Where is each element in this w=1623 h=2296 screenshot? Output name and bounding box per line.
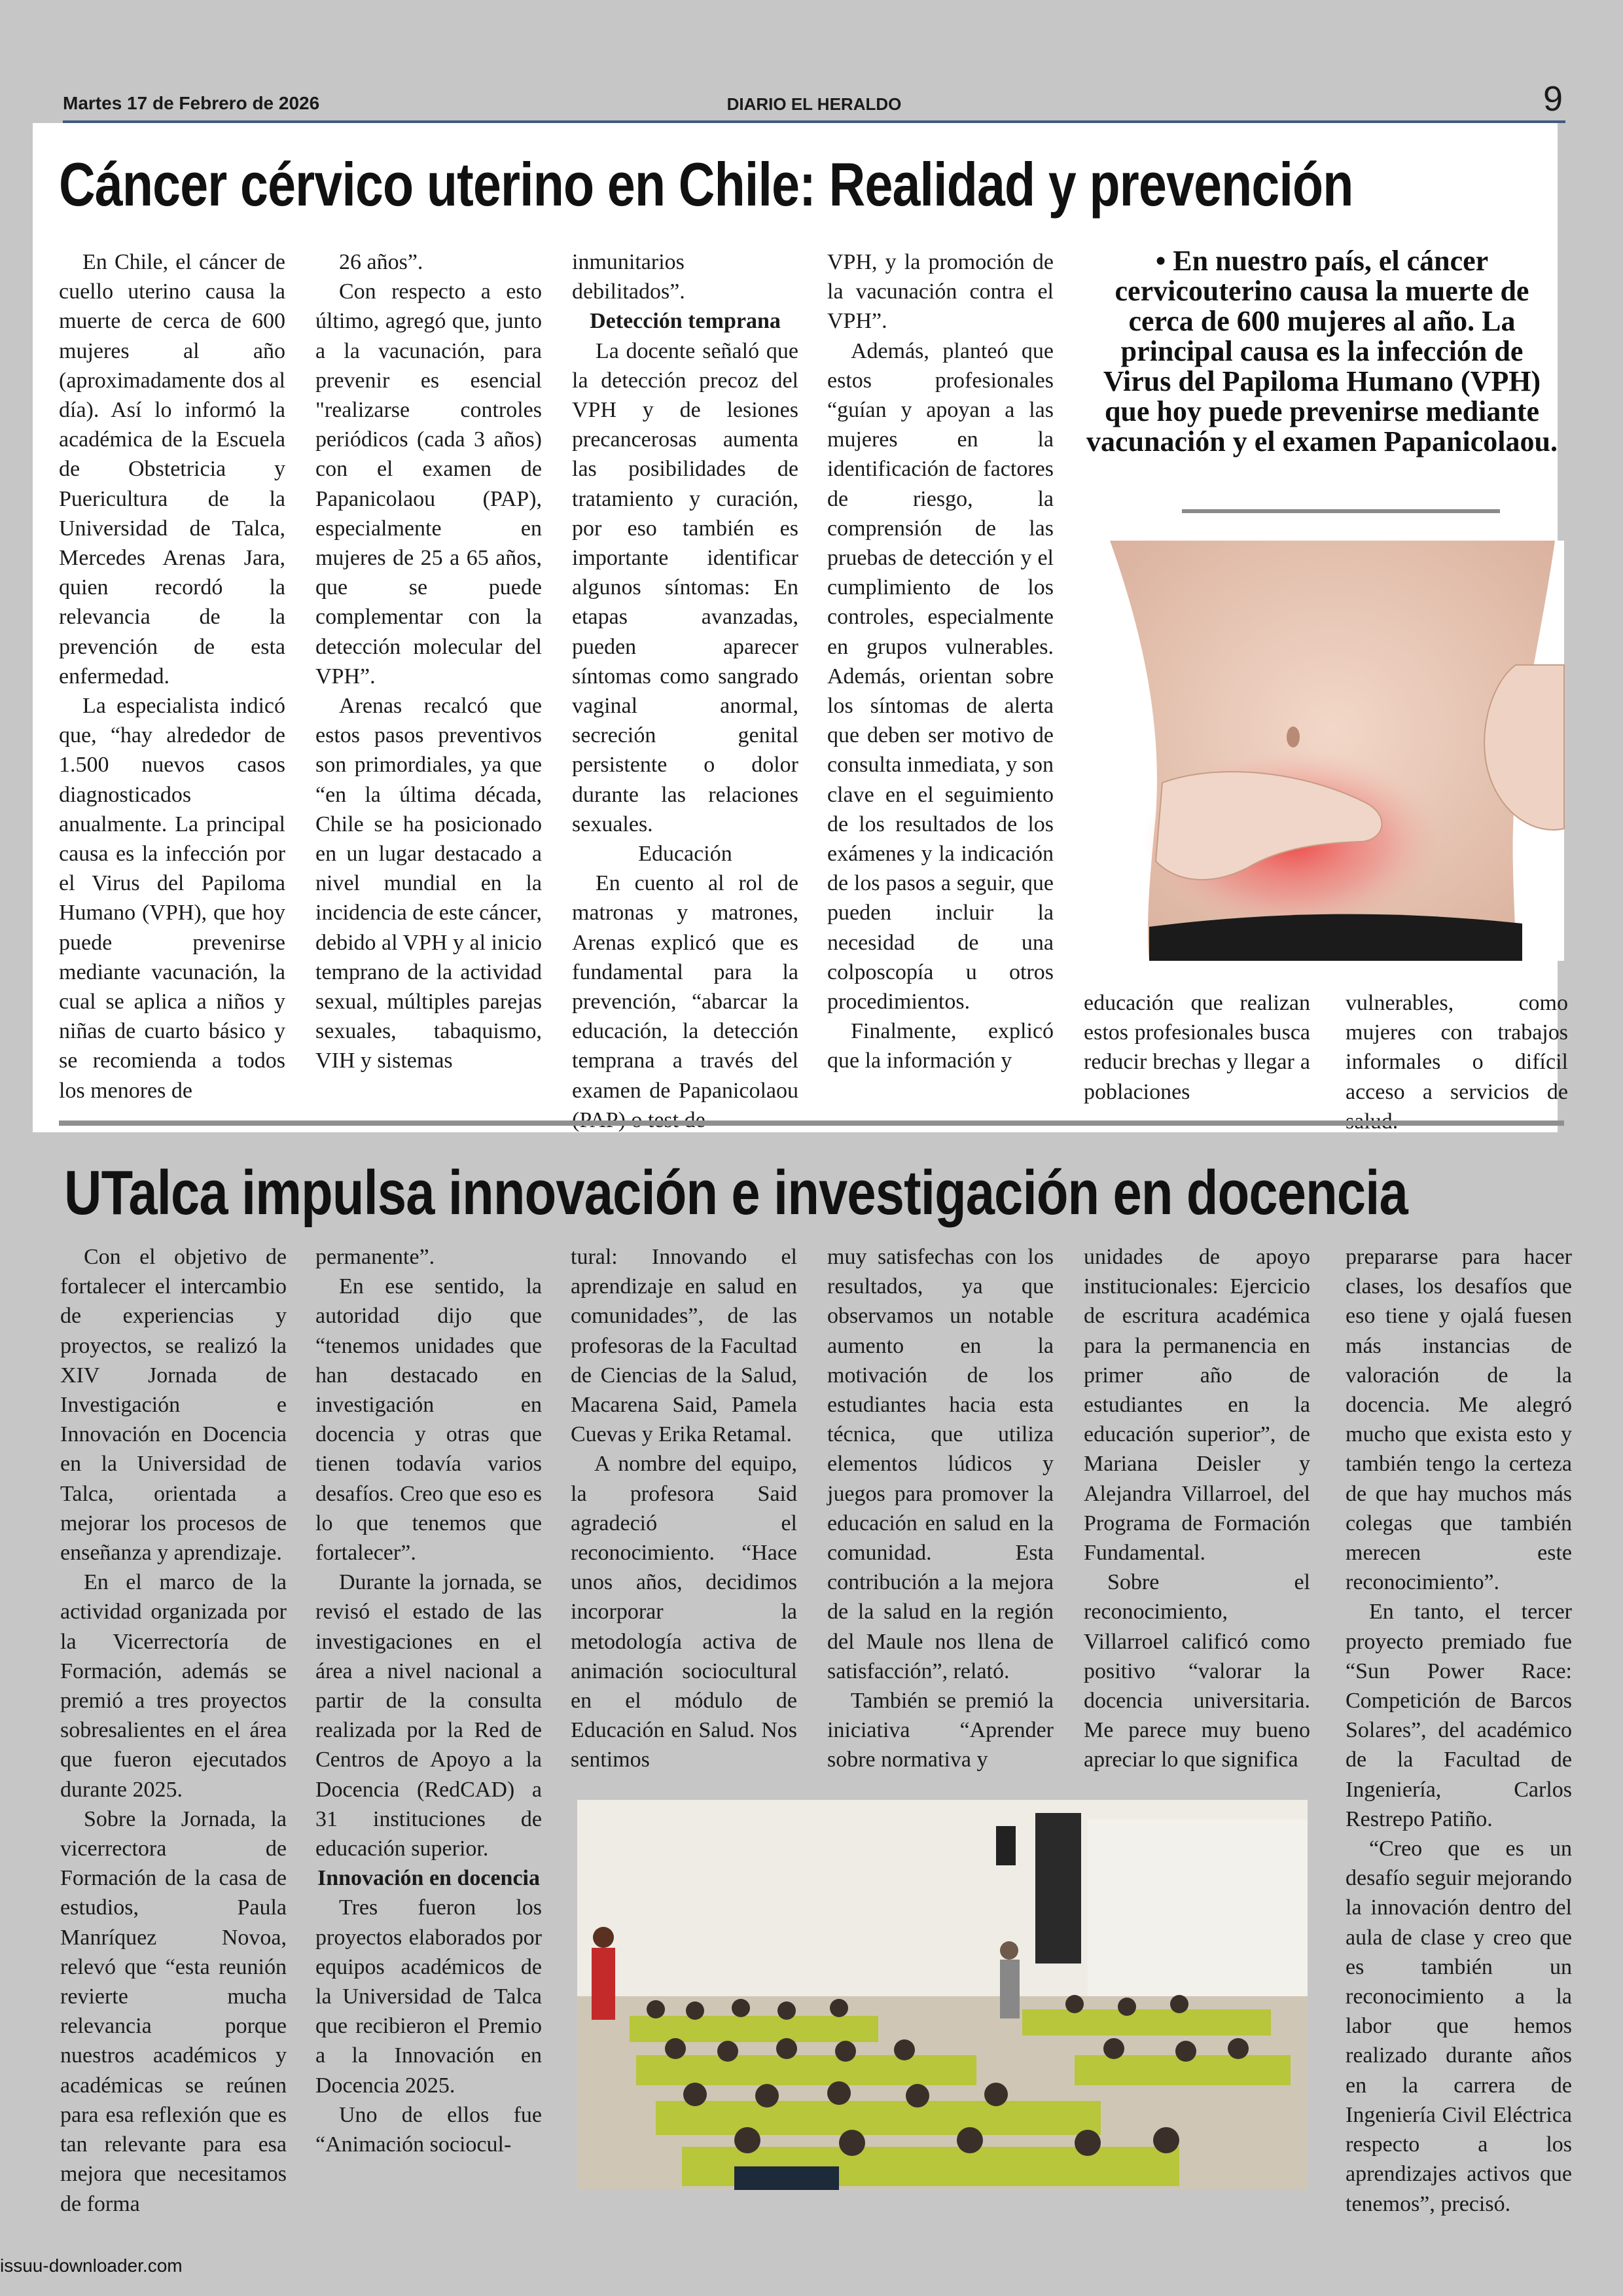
paragraph: Además, planteó que estos profesionales “guían y apoyan a las mujeres en la identificación de factores de riesgo, la comprensión de las pruebas de detección y el cumplimiento de los controles, especialmente en grupos vulnerables. Además, orientan sobre los síntomas de alerta que deben ser motivo de consulta inmediata, y son clave en el seguimiento de los resultados de los exámenes y la indicación de los pasos a seguir, que pueden incluir la necesidad de una colposcopía u otros procedimientos. [827, 338, 1054, 1014]
article-cancer-column-3 [572, 247, 798, 1106]
abdomen-photo [1084, 541, 1564, 961]
paragraph: prepararse para hacer clases, los desafíos que eso tiene y ojalá fuesen más instancias de valoración de la docencia. Me alegró mucho que exista esto y también tengo la certeza de que hay muchos más colegas que también merecen este reconocimiento”. [1346, 1245, 1572, 1595]
paragraph: Uno de ellos fue “Animación sociocul- [315, 2102, 542, 2157]
paragraph: A nombre del equipo, la profesora Said agradeció el reconocimiento. “Hace unos años, decidimos incorporar la metodología activa de animación sociocultural en el módulo de Educación en Salud. Nos sentimos [571, 1452, 797, 1772]
article-utalca-column-6 [1346, 1242, 1572, 2216]
paragraph: Sobre el reconocimiento, Villarroel calificó como positivo “valorar la docencia universitaria. Me parece muy bueno apreciar lo que significa [1084, 1570, 1310, 1772]
paragraph: tural: Innovando el aprendizaje en salud en comunidades”, de las profesoras de la Facultad de Ciencias de la Salud, Macarena Said, Pamela Cuevas y Erika Retamal. [571, 1245, 797, 1447]
paragraph: educación que realizan estos profesionales busca reducir brechas y llegar a poblaciones [1084, 991, 1310, 1104]
article-utalca-column-4 [827, 1242, 1054, 1787]
paragraph: Tres fueron los proyectos elaborados por equipos académicos de la Universidad de Talca que recibieron el Premio a la Innovación en Docencia 2025. [315, 1895, 542, 2098]
paragraph: vulnerables, como mujeres con trabajos informales o difícil acceso a servicios de [1346, 991, 1568, 1104]
paragraph: Con el objetivo de fortalecer el intercambio de experiencias y proyectos, se realizó la XIV Jornada de Investigación e Innovación en Docencia en la Universidad de Talca, orientada a mejorar los procesos de enseñanza y aprendizaje. [60, 1245, 287, 1566]
pull-quote-rule [1182, 509, 1500, 513]
watermark-source: issuu-downloader.com [0, 2255, 183, 2276]
article-cancer-column-1 [59, 247, 285, 1106]
article-cancer-column-5 [1084, 988, 1310, 1106]
auditorium-photo [577, 1800, 1308, 2190]
subhead-deteccion: Detección temprana [590, 309, 781, 334]
article-cancer-column-4 [827, 247, 1054, 1106]
paragraph: Durante la jornada, se revisó el estado de las investigaciones en el área a nivel nacional a partir de la consulta realizada por la Red de Centros de Apoyo a la Docencia (RedCAD) a 31 instituciones de educación superior. [315, 1570, 542, 1861]
paragraph: Finalmente, explicó que la información y [827, 1019, 1054, 1073]
paragraph: inmunitarios debilitados”. [572, 250, 685, 304]
article-cancer-column-2 [315, 247, 542, 1106]
issue-date: Martes 17 de Febrero de 2026 [63, 93, 320, 113]
paragraph: En Chile, el cáncer de cuello uterino causa la muerte de cerca de 600 mujeres al año (aproximadamente dos al día). Así lo informó la académica de la Escuela de Obstetricia y Puericultura de la Universidad de Talca, Mercedes Arenas Jara, quien recordó la relevancia de la prevención de esta enfermedad. [59, 250, 285, 689]
newspaper-name: DIARIO EL HERALDO [726, 94, 902, 114]
paragraph: unidades de apoyo institucionales: Ejercicio de escritura académica para la permanencia en primer año de estudiantes en la educación superior”, de Mariana Deisler y Alejandra Villarroel, del Programa de Formación Fundamental. [1084, 1245, 1310, 1566]
paragraph: 26 años”. [339, 250, 423, 274]
page-header [63, 79, 1565, 123]
paragraph: “Creo que es un desafío seguir mejorando la innovación dentro del aula de clase y creo que es también un reconocimiento a la labor que hemos realizado durante años en la carrera de Ingeniería Civil Eléctrica respecto a los aprendizajes activos que tenemos”, precisó. [1346, 1837, 1572, 2216]
paragraph: En el marco de la actividad organizada por la Vicerrectoría de Formación, además se premió a tres proyectos sobresalientes en el área que fueron ejecutados durante 2025. [60, 1570, 287, 1802]
paragraph: En ese sentido, la autoridad dijo que “tenemos unidades que han destacado en investigación en docencia y otras que tienen todavía varios desafíos. Creo que eso es lo que tenemos que fortalecer”. [315, 1274, 542, 1566]
article-utalca-column-3 [571, 1242, 797, 1787]
paragraph: La docente señaló que la detección precoz del VPH y de lesiones precancerosas aumenta las posibilidades de tratamiento y curación, por eso también es importante identificar algunos síntomas: En etapas avanzadas, pueden aparecer síntomas como sangrado vaginal anormal, secreción genital persistente o dolor durante las relaciones sexuales. [572, 338, 798, 836]
section-divider [59, 1121, 1564, 1126]
auditorium-illustration [577, 1800, 1308, 2190]
paragraph: VPH, y la promoción de la vacunación contra el VPH”. [827, 250, 1054, 334]
article-utalca-column-5 [1084, 1242, 1310, 1787]
article-utalca-column-1 [60, 1242, 287, 2216]
paragraph: La especialista indicó que, “hay alrededor de 1.500 nuevos casos diagnosticados anualmente. La principal causa es la infección por el Virus del Papiloma Humano (VPH), que hoy puede prevenirse mediante vacunación, la cual se aplica a niños y niñas de cuarto básico y se recomienda a todos los menores de [59, 694, 285, 1103]
paragraph: Sobre la Jornada, la vicerrectora de Formación de la casa de estudios, Paula Manríquez Novoa, relevó que “esta reunión revierte mucha relevancia porque nuestros académicos y académicas se reúnen para esa reflexión que es tan relevante para esa mejora que necesitamos de forma [60, 1806, 287, 2216]
article-cancer-headline: Cáncer cérvico uterino en Chile: Realidad y prevención [59, 150, 1353, 219]
paragraph: En tanto, el tercer proyecto premiado fue “Sun Power Race: Competición de Barcos Solares”, del académico de la Facultad de Ingeniería, Carlos Restrepo Patiño. [1346, 1600, 1572, 1831]
paragraph: muy satisfechas con los resultados, ya que observamos un notable aumento en la motivación de los estudiantes hacia esta técnica, que utiliza elementos lúdicos y juegos para promover la educación en salud en la comunidad. Esta contribución a la mejora de la salud en la región del Maule nos llena de satisfacción”, relató. [827, 1245, 1054, 1683]
paragraph: Arenas recalcó que estos pasos preventivos son primordiales, ya que “en la última década, Chile se ha posicionado en un lugar destacado a nivel mundial en la incidencia de este cáncer, debido al VPH y al inicio temprano de la actividad sexual, múltiples parejas sexuales, tabaquismo, VIH y sistemas [315, 694, 542, 1073]
page-number: 9 [1543, 79, 1563, 118]
paragraph: También se premió la iniciativa “Aprender sobre normativa y [827, 1689, 1054, 1772]
paragraph: permanente”. [315, 1245, 435, 1269]
subhead-innovacion: Innovación en docencia [317, 1866, 541, 1891]
paragraph: Con respecto a esto último, agregó que, junto a la vacunación, para prevenir es esencial "realizarse controles periódicos (cada 3 años) con el examen de Papanicolaou (PAP), especialmente en mujeres de 25 a 65 años, que se puede complementar con la detección molecular del VPH”. [315, 279, 542, 689]
pull-quote: • En nuestro país, el cáncer cervicouterino causa la muerte de cerca de 600 mujeres al año. La principal causa es la infección de Virus del Papiloma Humano (VPH) que hoy puede prevenirse mediante vacunación y el examen Papanicolaou. [1086, 245, 1558, 457]
paragraph: En cuento al rol de matronas y matrones, Arenas explicó que es fundamental para la prevención, “abarcar la educación, la detección temprana a través del examen de Papanicolaou [572, 871, 798, 1103]
abdomen-illustration [1084, 541, 1564, 961]
subhead-educacion: Educación [638, 842, 732, 867]
article-utalca-column-2 [315, 1242, 542, 2211]
article-cancer-column-6 [1346, 988, 1568, 1106]
article-utalca-headline: UTalca impulsa innovación e investigación en docencia [64, 1158, 1408, 1228]
